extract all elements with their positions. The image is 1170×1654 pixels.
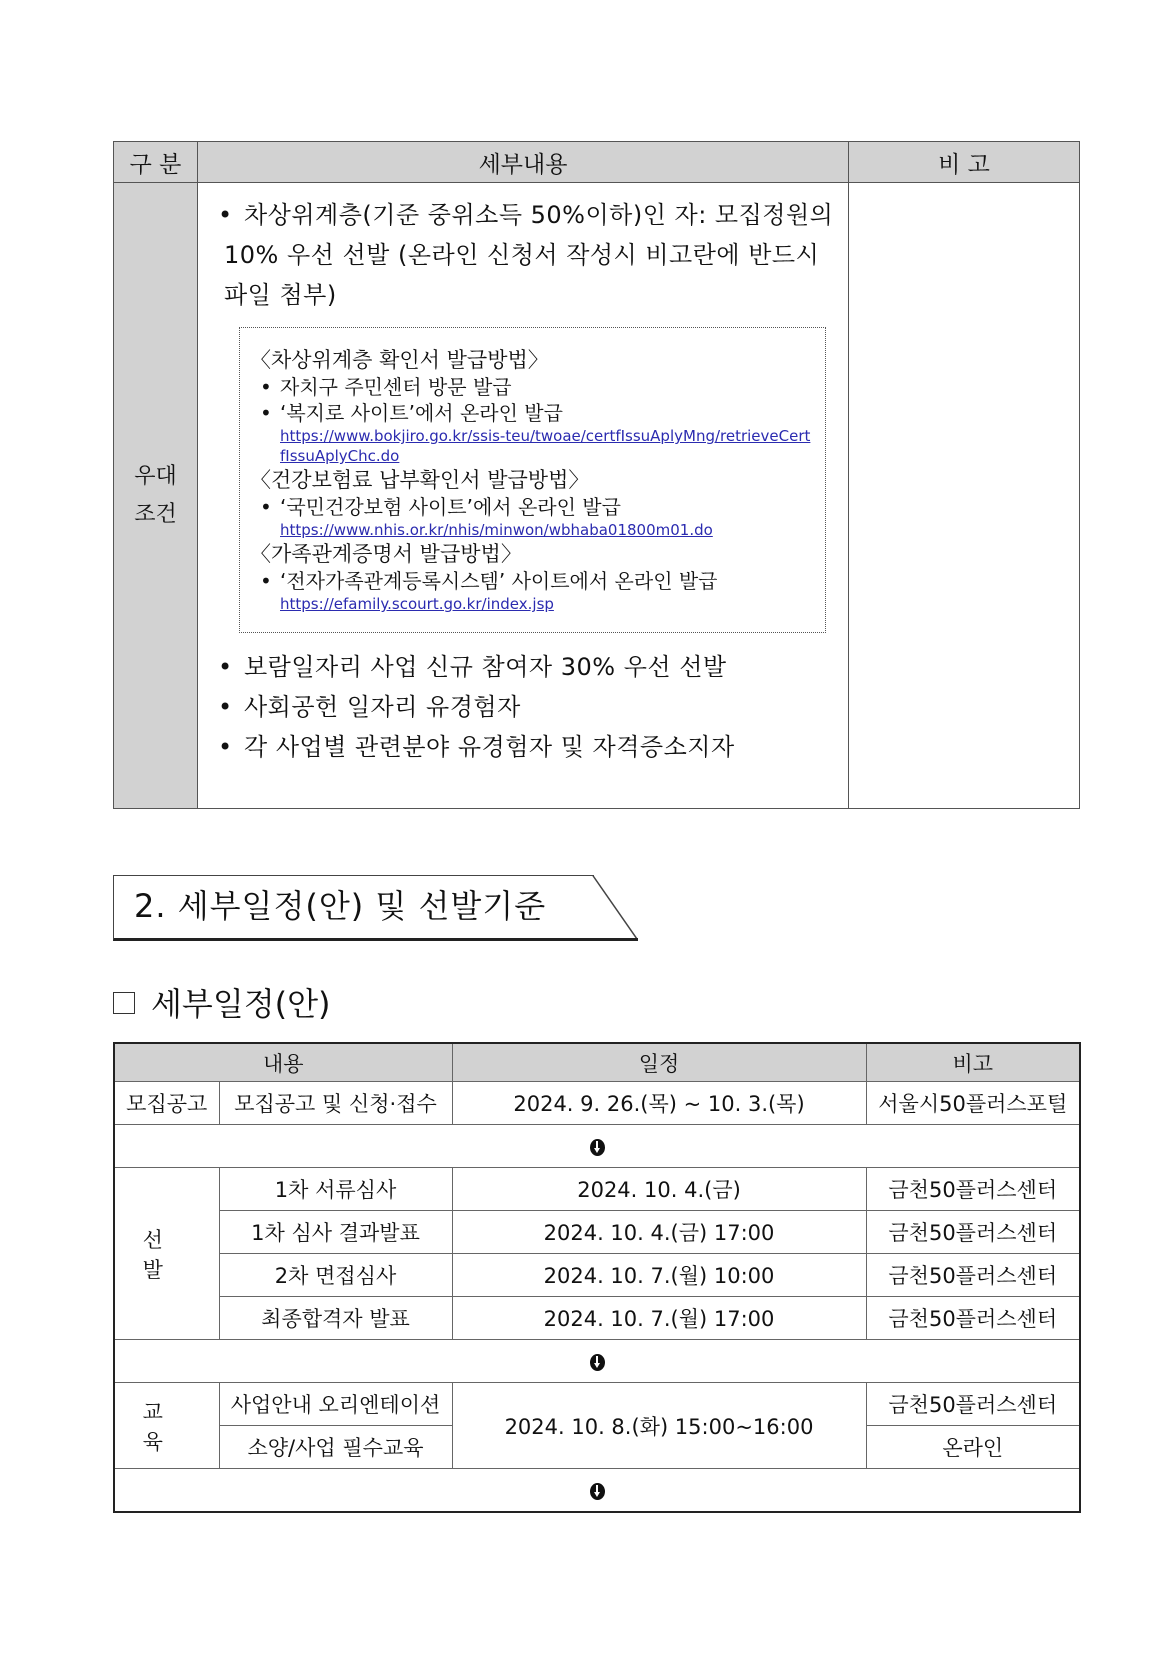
schedule-table — [113, 1042, 1081, 1513]
header-note: 비고 — [866, 1043, 1080, 1082]
preference-conditions-table — [113, 141, 1080, 809]
table-row — [114, 1168, 1080, 1211]
category-recruit: 모집공고 — [114, 1082, 219, 1125]
note-cell: 금천50플러스센터 — [866, 1254, 1080, 1297]
remarks-cell — [849, 183, 1080, 809]
item-cell: 사업안내 오리엔테이션 — [219, 1383, 452, 1426]
bullet-icon: • — [260, 375, 272, 399]
item-cell: 모집공고 및 신청·접수 — [219, 1082, 452, 1125]
header-remarks: 비 고 — [849, 142, 1080, 183]
infobox-item — [250, 494, 815, 520]
table-header-row — [114, 142, 1080, 183]
down-arrow-circle-icon — [590, 1354, 605, 1371]
date-cell: 2024. 10. 4.(금) 17:00 — [452, 1211, 866, 1254]
table-row — [114, 1383, 1080, 1426]
bullet-icon: • — [218, 201, 233, 229]
table-row-recruit — [114, 1082, 1080, 1125]
header-details: 세부내용 — [198, 142, 849, 183]
header-content: 내용 — [114, 1043, 452, 1082]
infobox-title-health-insurance: 〈건강보험료 납부확인서 발급방법〉 — [250, 468, 590, 492]
bullet-text: 사회공헌 일자리 유경험자 — [244, 693, 521, 721]
down-arrow-circle-icon — [590, 1139, 605, 1156]
note-cell: 온라인 — [866, 1426, 1080, 1469]
header-category: 구 분 — [114, 142, 198, 183]
bullet-icon: • — [218, 693, 233, 721]
section-title: 2. 세부일정(안) 및 선발기준 — [134, 887, 547, 925]
item-cell: 2차 면접심사 — [219, 1254, 452, 1297]
subsection-title-text: 세부일정(안) — [151, 985, 331, 1023]
date-cell: 2024. 10. 7.(월) 10:00 — [452, 1254, 866, 1297]
note-cell: 서울시50플러스포털 — [866, 1082, 1080, 1125]
efamily-link[interactable]: https://efamily.scourt.go.kr/index.jsp — [280, 595, 554, 613]
bullet-text: 차상위계층(기준 중위소득 50%이하)인 자: 모집정원의 — [244, 201, 834, 229]
bullet-low-income — [214, 195, 838, 235]
category-education: 교 육 — [114, 1383, 219, 1469]
bullet-text: 각 사업별 관련분야 유경험자 및 자격증소지자 — [244, 733, 735, 761]
row-label-preference — [114, 183, 198, 809]
table-row — [114, 1211, 1080, 1254]
infobox-item — [250, 400, 815, 426]
checkbox-square-icon — [113, 992, 135, 1014]
item-cell: 소양/사업 필수교육 — [219, 1426, 452, 1469]
infobox-item — [250, 568, 815, 594]
infobox-item — [250, 374, 815, 400]
table-row — [114, 1297, 1080, 1340]
bullet-icon: • — [218, 733, 233, 761]
bullet-icon: • — [218, 653, 233, 681]
nhis-link[interactable]: https://www.nhis.or.kr/nhis/minwon/wbhaba01800m01.do — [280, 521, 713, 539]
date-cell: 2024. 9. 26.(목) ~ 10. 3.(목) — [452, 1082, 866, 1125]
infobox-item-text: ‘전자가족관계등록시스템’ 사이트에서 온라인 발급 — [280, 569, 718, 593]
bullet-social-contribution — [214, 687, 838, 727]
bullet-icon: • — [260, 569, 272, 593]
issuance-methods-box — [239, 327, 826, 633]
infobox-item-text: ‘국민건강보험 사이트’에서 온라인 발급 — [280, 495, 621, 519]
note-cell: 금천50플러스센터 — [866, 1383, 1080, 1426]
infobox-title-low-income-cert: 〈차상위계층 확인서 발급방법〉 — [250, 348, 549, 372]
note-cell: 금천50플러스센터 — [866, 1297, 1080, 1340]
arrow-row — [114, 1125, 1080, 1168]
date-cell: 2024. 10. 8.(화) 15:00~16:00 — [452, 1383, 866, 1469]
subsection-title — [113, 982, 331, 1026]
bullet-new-participant — [214, 647, 838, 687]
category-selection: 선 발 — [114, 1168, 219, 1340]
row-label-line: 조건 — [134, 501, 177, 527]
table-row — [114, 183, 1080, 809]
item-cell: 1차 서류심사 — [219, 1168, 452, 1211]
bullet-icon: • — [260, 401, 272, 425]
arrow-cell — [114, 1125, 1080, 1168]
bokjiro-link[interactable]: https://www.bokjiro.go.kr/ssis-teu/twoae/certfIssuAplyMng/retrieveCertfIssuAplyChc.do — [280, 427, 811, 465]
row-label-line: 우대 — [134, 463, 177, 489]
note-cell: 금천50플러스센터 — [866, 1168, 1080, 1211]
item-cell: 1차 심사 결과발표 — [219, 1211, 452, 1254]
section-header-slant — [590, 875, 640, 941]
down-arrow-circle-icon — [590, 1483, 605, 1500]
bullet-text: 보람일자리 사업 신규 참여자 30% 우선 선발 — [244, 653, 727, 681]
table-row — [114, 1254, 1080, 1297]
arrow-row — [114, 1469, 1080, 1513]
arrow-cell — [114, 1340, 1080, 1383]
details-cell — [198, 183, 849, 809]
note-cell: 금천50플러스센터 — [866, 1211, 1080, 1254]
infobox-item-text: ‘복지로 사이트’에서 온라인 발급 — [280, 401, 563, 425]
section-header-box — [113, 875, 594, 941]
table-header-row — [114, 1043, 1080, 1082]
bullet-related-experience — [214, 727, 838, 767]
bullet-text-cont: 10% 우선 선발 (온라인 신청서 작성시 비고란에 반드시 — [224, 241, 820, 269]
bullet-icon: • — [260, 495, 272, 519]
arrow-row — [114, 1340, 1080, 1383]
bullet-text-cont: 파일 첨부) — [224, 281, 337, 309]
date-cell: 2024. 10. 7.(월) 17:00 — [452, 1297, 866, 1340]
infobox-item-text: 자치구 주민센터 방문 발급 — [280, 375, 512, 399]
infobox-title-family-cert: 〈가족관계증명서 발급방법〉 — [250, 542, 522, 566]
date-cell: 2024. 10. 4.(금) — [452, 1168, 866, 1211]
arrow-cell — [114, 1469, 1080, 1513]
item-cell: 최종합격자 발표 — [219, 1297, 452, 1340]
header-schedule: 일정 — [452, 1043, 866, 1082]
